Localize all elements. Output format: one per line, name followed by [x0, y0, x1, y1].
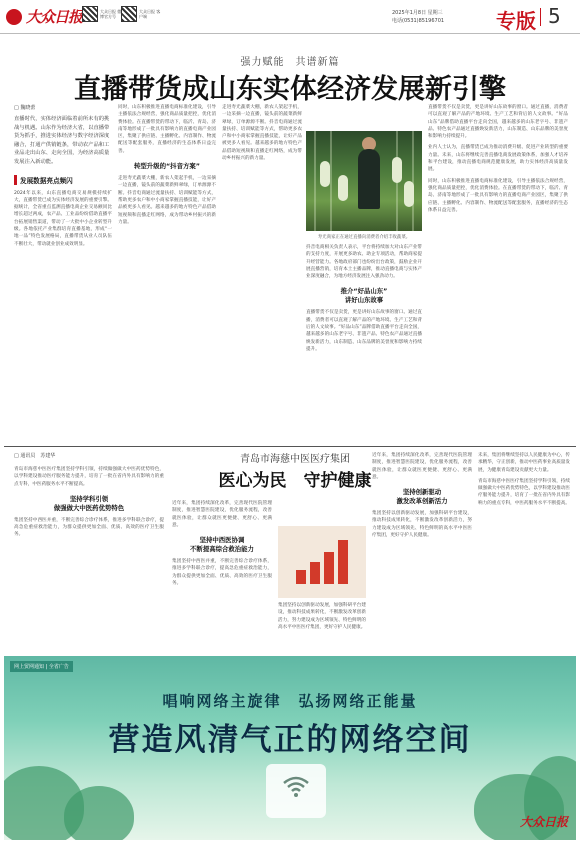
section-heading: 发展数据亮点频闪 [14, 175, 73, 185]
photo-caption: 寿光商家正在通过直播向消费者介绍丰收蔬菜。 [317, 235, 411, 240]
poster-tag: 网上贸网通知 | 全省广告 [10, 661, 73, 672]
article2-byline-box [14, 452, 164, 464]
article2-column-5 [478, 452, 570, 652]
article-body: 近年来，集团持续深化改革，完善现代医院管理制度，推进智慧医院建设，优化服务流程，改善就医体验，让群众就医更便捷、更舒心、更满意。 [372, 453, 472, 480]
article-body: 业内人士认为，直播带货已成为推动消费升级、促进产业转型的重要力量。未来，山东将继续完善直播电商发展政策体系，加强人才培养和平台建设，推动直播电商规范健康发展，助力实体经济高质量发展。 [428, 145, 568, 173]
footer-logo: 大众日报 [519, 815, 568, 829]
article-lead: 直播时代，实体经济面临着前所未有的挑战与机遇。山东作为经济大省，以直播带货为抓手，推进实体经济与数字经济深度融合，打通产供销链条，带动农产品和工业品走出山东、走向全国，为经济高质量发展注入新动能。 [14, 116, 110, 165]
article-body: 同时，山东积极推进直播电商标准化建设，引导主播依法合规经营，强化商品质量把控，优化消费体验。在直播带货的带动下，临沂、青岛、济南等地形成了一批具有影响力的直播电商产业园区，集聚了供应链、主播孵化、内容制作、物流配送等配套服务，直播经济的生态体系日益完善。 [428, 178, 568, 213]
article-column-5 [428, 104, 568, 444]
section-heading: 推介“好品山东” 讲好山东故事 [340, 287, 388, 305]
article-divider [4, 446, 576, 447]
page-number: 5 [548, 4, 561, 28]
article-photo [306, 131, 422, 231]
divider [540, 8, 541, 26]
article-body: 集团坚持中西医并重，不断完善综合诊疗体系，推进多学科联合诊疗，提高急危重症救治能力，为群众提供更加全面、优质、高效的医疗卫生服务。 [14, 517, 164, 538]
section-heading: 坚持创新驱动 激发改革创新活力 [396, 488, 448, 506]
article2-column-1 [14, 466, 164, 652]
logo-icon [6, 9, 22, 25]
article-body: 未来，集团将继续坚持以人民健康为中心，传承精华，守正创新，推动中医药事业高质量发展，为健康青岛建设贡献更大力量。 [478, 453, 570, 473]
article-body: 2024年以来，山东直播电商交易规模持续扩大，直播带货已成为实体经济发展的重要引擎。据统计，全省重点监测直播电商企业交易额同比增长超过两成，农产品、工业品纷纷借助直播平台拓展销售渠道，带动了一大批中小企业转型升级。各地依托产业集群培育直播基地，形成“一地一品”特色发展格局，直播带货从业人员队伍不断壮大，带动就业创业成效明显。 [14, 190, 112, 247]
article-body: 青岛市海慈中医医疗集团坚持学科引领，持续做强做大中医药优势特色，以学科建设推动医疗服务能力提升，培育了一批在省内外具有影响力的重点专科，中医药服务水平不断提高。 [478, 478, 570, 506]
qr-label-weibo: 大众日报 微博官方号 [100, 9, 122, 19]
qr-label-app: 大众日报 客户端 [139, 9, 161, 19]
byline: □ 通讯员 苏建华 [14, 453, 56, 459]
qr-code-icon [82, 6, 98, 22]
byline: □ 魏晓蕾 [14, 105, 36, 111]
article-body: 青岛市海慈中医医疗集团坚持学科引领，持续做强做大中医药优势特色，以学科建设推动医疗服务能力提升，培育了一批在省内外具有影响力的重点专科，中医药服务水平不断提高。 [14, 467, 164, 487]
poster-subtitle: 唱响网络主旋律 弘扬网络正能量 [162, 692, 418, 710]
article-body: 走进寿光蔬菜大棚，新农人架起手机，一边采摘一边直播，镜头前的蔬菜新鲜翠绿，订单源源不断。抖音电商通过流量扶持、培训赋能等方式，帮助更多农户和中小商家掌握直播技能，让好产品被更多人看见。越来越多的地方特色产品借助短视频和直播走红网络，成为带动乡村振兴的新力量。 [222, 105, 302, 162]
article-column-1 [14, 104, 112, 444]
section-name: 专版 [496, 9, 536, 33]
article-body: 直播带货不仅是卖货，更是讲好山东故事的窗口。通过直播，消费者可以直观了解产品的产地环境、生产工艺和背后的人文故事。“好品山东”品牌借助直播平台走向全国，越来越多的山东老字号、非遗产品、特色农产品通过直播焕发新活力，山东制造、山东品牌的美誉度和影响力持续提升。 [306, 310, 422, 352]
article-column-2 [118, 104, 216, 444]
contact-text: 电话(0531)85196701 [392, 18, 445, 24]
article2-column-4 [372, 452, 472, 652]
page-header [0, 0, 580, 34]
article-body: 集团坚持以创新驱动发展，加强科研平台建设，推动科技成果转化，不断激发改革创新活力，努力建设成为区域领先、特色鲜明的高水平中医医疗集团，更好守护人民健康。 [278, 603, 366, 630]
article-column-3 [222, 104, 302, 444]
article2-column-3 [278, 602, 366, 652]
section-heading: 坚持学科引领 做强做大中医药优势特色 [53, 494, 125, 512]
article-body: 抖音电商相关负责人表示，平台将持续加大对山东产业带的支持力度，开展更多助农、助企专项活动，帮助商家提升经营能力。各地政府部门也纷纷出台政策，鼓励企业开展直播营销，培育本土主播品牌，推动直播电商与实体产业深度融合，为地方经济发展注入强劲动力。 [306, 245, 422, 280]
wifi-icon [282, 774, 310, 804]
article-body: 同时，山东积极推进直播电商标准化建设，引导主播依法合规经营，强化商品质量把控，优化消费体验。在直播带货的带动下，临沂、青岛、济南等地形成了一批具有影响力的直播电商产业园区，集聚了供应链、主播孵化、内容制作、物流配送等配套服务，直播经济的生态体系日益完善。 [118, 105, 216, 154]
article-column-4 [306, 244, 422, 444]
article-kicker: 强力赋能 共谱新篇 [240, 57, 340, 68]
qr-code-icon [121, 6, 137, 22]
article-headline: 直播带货成山东实体经济发展新引擎 [74, 74, 506, 105]
public-service-poster [4, 656, 576, 840]
issue-date [392, 9, 444, 25]
section-heading: 转型升级的“抖音方案” [134, 162, 200, 171]
article2-title: 医心为民 守护健康 [218, 471, 372, 491]
article-body: 直播带货不仅是卖货，更是讲好山东故事的窗口。通过直播，消费者可以直观了解产品的产地环境、生产工艺和背后的人文故事。“好品山东”品牌借助直播平台走向全国，越来越多的山东老字号、非遗产品、特色农产品通过直播焕发新活力，山东制造、山东品牌的美誉度和影响力持续提升。 [428, 105, 568, 140]
article-body: 近年来，集团持续深化改革，完善现代医院管理制度，推进智慧医院建设，优化服务流程，改善就医体验，让群众就医更便捷、更舒心、更满意。 [172, 501, 272, 528]
logo-text: 大众日报 [26, 8, 83, 26]
date-text: 2025年1月8日 星期三 [392, 10, 443, 16]
poster-title: 营造风清气正的网络空间 [108, 722, 472, 758]
newspaper-logo [6, 6, 82, 27]
article-body: 集团坚持中西医并重，不断完善综合诊疗体系，推进多学科联合诊疗，提高急危重症救治能力，为群众提供更加全面、优质、高效的医疗卫生服务。 [172, 559, 272, 587]
article2-photo [278, 526, 366, 598]
article-body: 集团坚持以创新驱动发展，加强科研平台建设，推动科技成果转化，不断激发改革创新活力，努力建设成为区域领先、特色鲜明的高水平中医医疗集团，更好守护人民健康。 [372, 511, 472, 539]
article-body: 走进寿光蔬菜大棚，新农人架起手机，一边采摘一边直播，镜头前的蔬菜新鲜翠绿，订单源源不断。抖音电商通过流量扶持、培训赋能等方式，帮助更多农户和中小商家掌握直播技能，让好产品被更多人看见。越来越多的地方特色产品借助短视频和直播走红网络，成为带动乡村振兴的新力量。 [118, 176, 216, 225]
article2-column-2 [172, 500, 272, 652]
section-heading: 坚持中西医协调 不断提高综合救治能力 [190, 536, 254, 554]
article2-organization: 青岛市海慈中医医疗集团 [240, 454, 350, 465]
